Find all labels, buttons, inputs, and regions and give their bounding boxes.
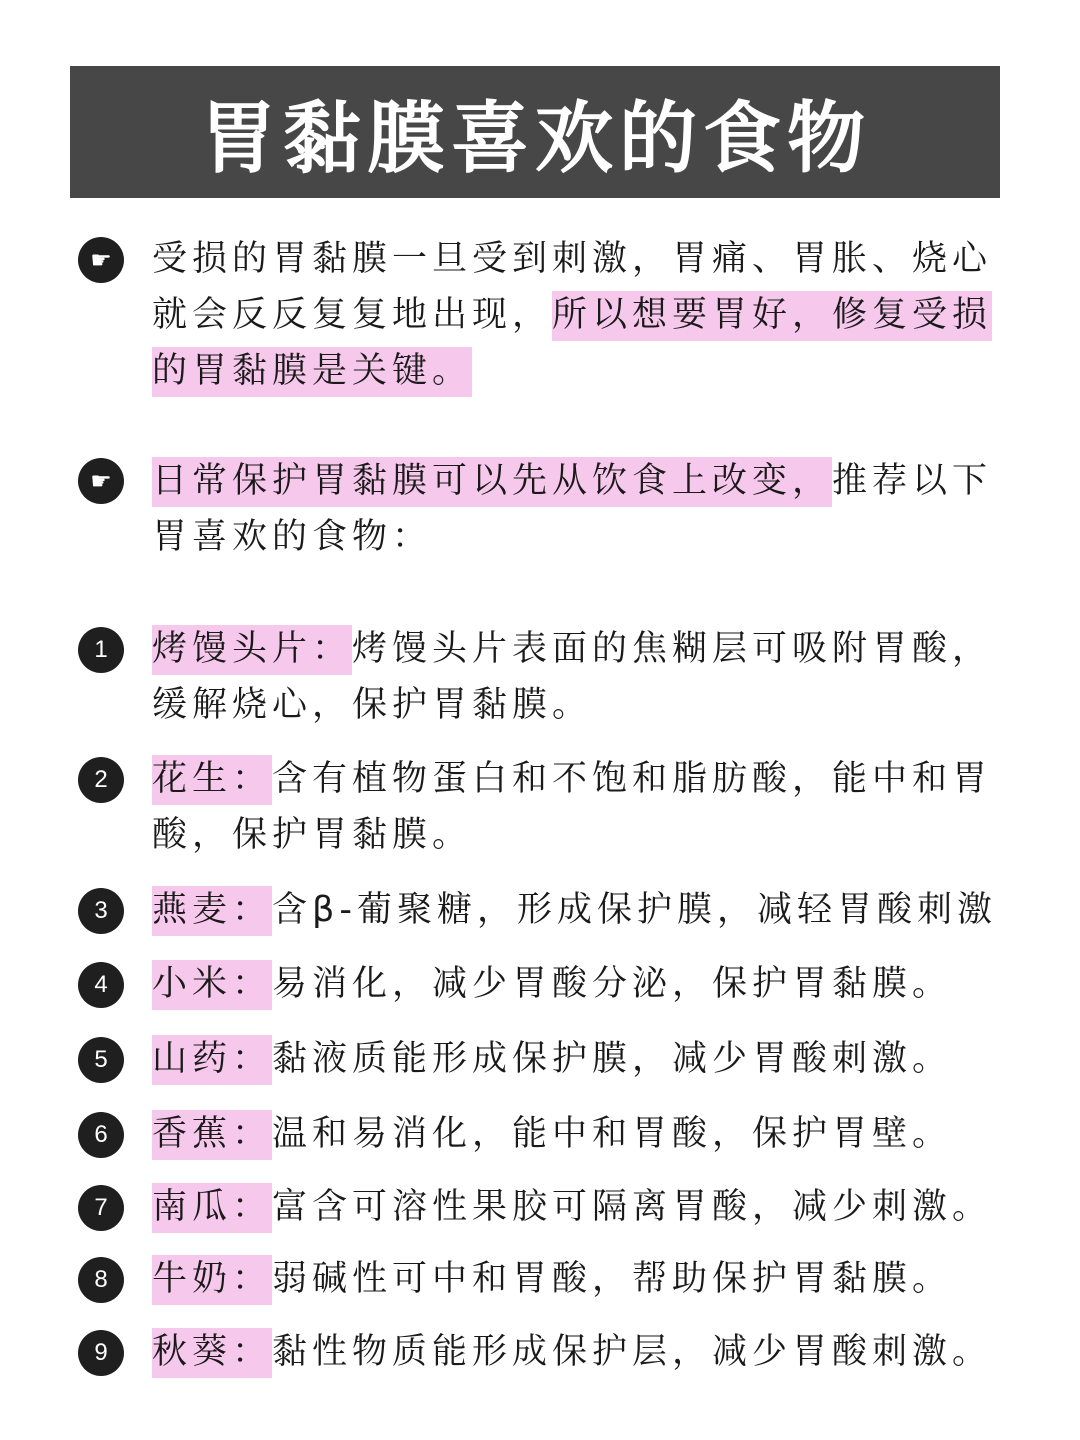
pointing-hand-icon: ☛: [78, 237, 124, 283]
intro-2-text: 推荐以下胃喜欢的食物：: [152, 461, 993, 557]
food-name: 烤馒头片：: [152, 625, 352, 675]
number-badge-4: 4: [78, 962, 124, 1008]
food-item-9: [152, 1324, 1012, 1380]
food-name: 秋葵：: [152, 1328, 272, 1378]
food-desc: 弱碱性可中和胃酸，帮助保护胃黏膜。: [272, 1259, 953, 1299]
intro-paragraph-2: [152, 453, 1012, 565]
food-item-7: [152, 1179, 1012, 1235]
number-badge-8: 8: [78, 1257, 124, 1303]
food-name: 香蕉：: [152, 1110, 272, 1160]
food-item-5: [152, 1031, 1012, 1087]
food-item-6: [152, 1106, 1012, 1162]
number-badge-3: 3: [78, 888, 124, 934]
intro-paragraph-1: [152, 231, 1012, 399]
food-item-3: [152, 882, 1012, 938]
food-desc: 温和易消化，能中和胃酸，保护胃壁。: [272, 1114, 953, 1154]
food-name: 花生：: [152, 755, 272, 805]
food-desc: 含有植物蛋白和不饱和脂肪酸，能中和胃酸，保护胃黏膜。: [152, 759, 993, 855]
food-desc: 易消化，减少胃酸分泌，保护胃黏膜。: [272, 964, 953, 1004]
pointing-hand-icon: ☛: [78, 458, 124, 504]
food-desc: 含β-葡聚糖，形成保护膜，减轻胃酸刺激: [272, 890, 997, 930]
food-name: 燕麦：: [152, 886, 272, 936]
food-name: 山药：: [152, 1035, 272, 1085]
food-name: 牛奶：: [152, 1255, 272, 1305]
food-item-1: [152, 621, 1012, 733]
intro-1-text: 受损的胃黏膜一旦受到刺激，胃痛、胃胀、烧心就会反反复复地出现，: [152, 239, 993, 335]
food-name: 小米：: [152, 960, 272, 1010]
food-desc: 富含可溶性果胶可隔离胃酸，减少刺激。: [272, 1187, 993, 1227]
food-desc: 烤馒头片表面的焦糊层可吸附胃酸，缓解烧心，保护胃黏膜。: [152, 629, 993, 725]
food-item-4: [152, 956, 1012, 1012]
food-desc: 黏液质能形成保护膜，减少胃酸刺激。: [272, 1039, 953, 1079]
food-item-8: [152, 1251, 1012, 1307]
number-badge-6: 6: [78, 1112, 124, 1158]
number-badge-1: 1: [78, 627, 124, 673]
number-badge-7: 7: [78, 1185, 124, 1231]
number-badge-2: 2: [78, 757, 124, 803]
food-desc: 黏性物质能形成保护层，减少胃酸刺激。: [272, 1332, 993, 1372]
number-badge-5: 5: [78, 1037, 124, 1083]
food-name: 南瓜：: [152, 1183, 272, 1233]
food-item-2: [152, 751, 1012, 863]
page-title: 胃黏膜喜欢的食物: [198, 94, 871, 184]
intro-2-highlight: 日常保护胃黏膜可以先从饮食上改变，: [152, 457, 832, 507]
number-badge-9: 9: [78, 1330, 124, 1376]
title-bar: [70, 66, 1000, 198]
intro-1-highlight: 所以想要胃好，修复受损的胃黏膜是关键。: [152, 291, 992, 397]
